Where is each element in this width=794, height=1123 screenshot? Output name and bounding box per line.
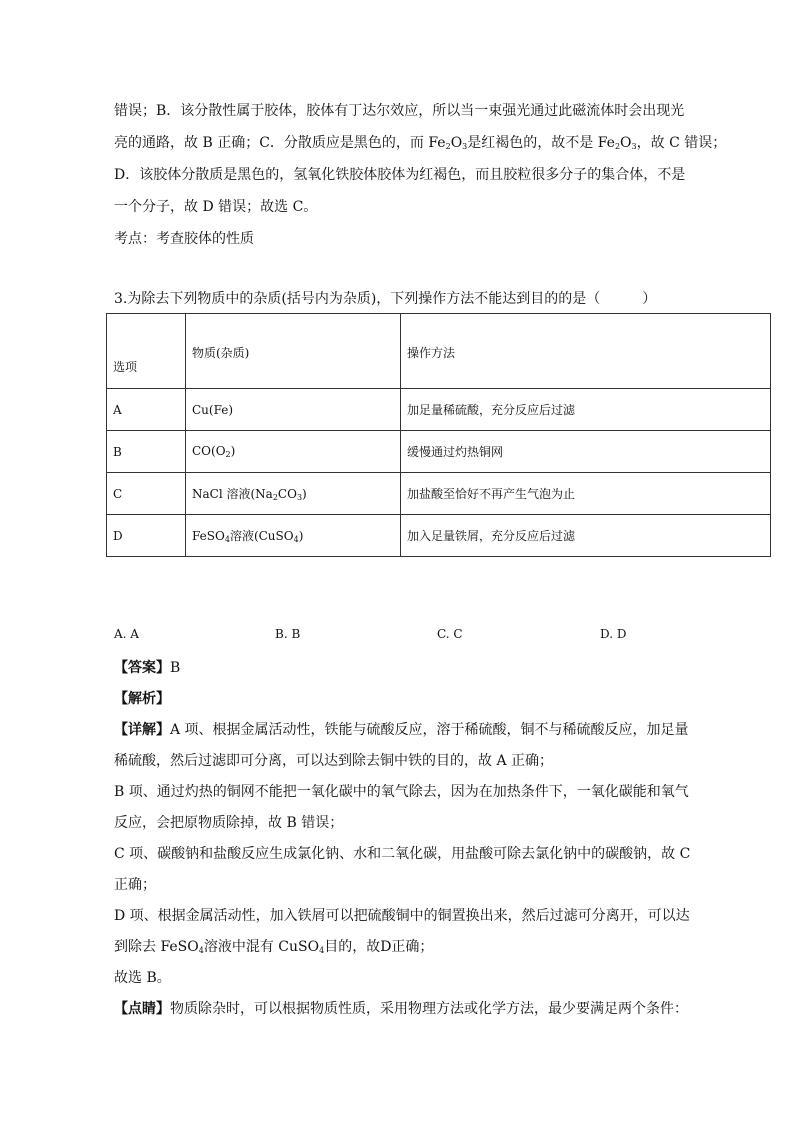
choice-d: D. D bbox=[600, 627, 627, 641]
question-stem: 3.为除去下列物质中的杂质(括号内为杂质)，下列操作方法不能达到目的的是（ ） bbox=[114, 291, 657, 307]
analysis-label: 【解析】 bbox=[114, 691, 170, 707]
choice-b: B. B bbox=[275, 627, 301, 641]
explanation-line: D．该胶体分散质是黑色的，氢氧化铁胶体胶体为红褐色，而且胶粒很多分子的集合体，不是 bbox=[114, 167, 686, 183]
row-option: B bbox=[107, 431, 186, 473]
table-row bbox=[107, 473, 771, 515]
header-method: 操作方法 bbox=[401, 314, 771, 389]
row-substance: $CO(O_2)$ bbox=[186, 431, 401, 473]
explanation-line: 错误；B．该分散性属于胶体，胶体有丁达尔效应，所以当一束强光通过此磁流体时会出现光 bbox=[114, 103, 685, 119]
options-table bbox=[106, 313, 771, 557]
row-method: 加入足量铁屑，充分反应后过滤 bbox=[401, 515, 771, 557]
tip-label: 【点睛】 bbox=[114, 1001, 170, 1017]
detail-line: 【详解】A 项、根据金属活动性，铁能与硫酸反应，溶于稀硫酸，铜不与稀硫酸反应，加足量 bbox=[114, 722, 689, 738]
explanation-line: 一个分子，故 D 错误；故选 C。 bbox=[114, 199, 318, 215]
row-substance: NaCl 溶液$(Na_2CO_3)$ bbox=[186, 473, 401, 515]
row-method: 缓慢通过灼热铜网 bbox=[401, 431, 771, 473]
table-header-row bbox=[107, 314, 771, 389]
detail-line: 反应，会把原物质除掉，故 B 错误； bbox=[114, 815, 344, 831]
row-substance: Cu(Fe) bbox=[186, 389, 401, 431]
detail-line: 正确； bbox=[114, 877, 156, 893]
table-row bbox=[107, 515, 771, 557]
tip-line: 【点睛】物质除杂时，可以根据物质性质，采用物理方法或化学方法，最少要满足两个条件： bbox=[114, 1001, 688, 1017]
answer-line bbox=[114, 658, 180, 678]
answer-label: 【答案】 bbox=[114, 660, 170, 676]
answer-value: B bbox=[170, 660, 181, 676]
explanation-line: 亮的通路，故 B 正确；C．分散质应是黑色的，而 $Fe_2O_3$是红褐色的，故不是 $Fe_2O_3$，故 C 错误； bbox=[114, 135, 727, 151]
detail-line: C 项、碳酸钠和盐酸反应生成氯化钠、水和二氧化碳，用盐酸可除去氯化钠中的碳酸钠，故 C bbox=[114, 846, 691, 862]
row-method: 加足量稀硫酸，充分反应后过滤 bbox=[401, 389, 771, 431]
row-substance: FeSO$_4$溶液(CuSO$_4$) bbox=[186, 515, 401, 557]
table-row bbox=[107, 431, 771, 473]
row-option: D bbox=[107, 515, 186, 557]
row-option: A bbox=[107, 389, 186, 431]
header-option: 选项 bbox=[107, 314, 186, 389]
kaodian-text: 考点：考查胶体的性质 bbox=[114, 231, 254, 247]
choice-a: A. A bbox=[114, 627, 139, 641]
table-row bbox=[107, 389, 771, 431]
detail-line: 稀硫酸，然后过滤即可分离，可以达到除去铜中铁的目的，故 A 正确； bbox=[114, 753, 554, 769]
detail-line: D 项、根据金属活动性，加入铁屑可以把硫酸铜中的铜置换出来，然后过滤可分离开，可以达 bbox=[114, 908, 690, 924]
detail-line: B 项、通过灼热的铜网不能把一氧化碳中的氧气除去，因为在加热条件下，一氧化碳能和氧气 bbox=[114, 784, 689, 800]
header-substance: 物质(杂质) bbox=[186, 314, 401, 389]
detail-label: 【详解】 bbox=[114, 722, 170, 738]
detail-conclusion: 故选 B。 bbox=[114, 970, 171, 986]
detail-line: 到除去 FeSO$_4$溶液中混有 CuSO$_4$目的，故D正确； bbox=[114, 939, 434, 955]
row-option: C bbox=[107, 473, 186, 515]
choice-c: C. C bbox=[437, 627, 463, 641]
row-method: 加盐酸至恰好不再产生气泡为止 bbox=[401, 473, 771, 515]
